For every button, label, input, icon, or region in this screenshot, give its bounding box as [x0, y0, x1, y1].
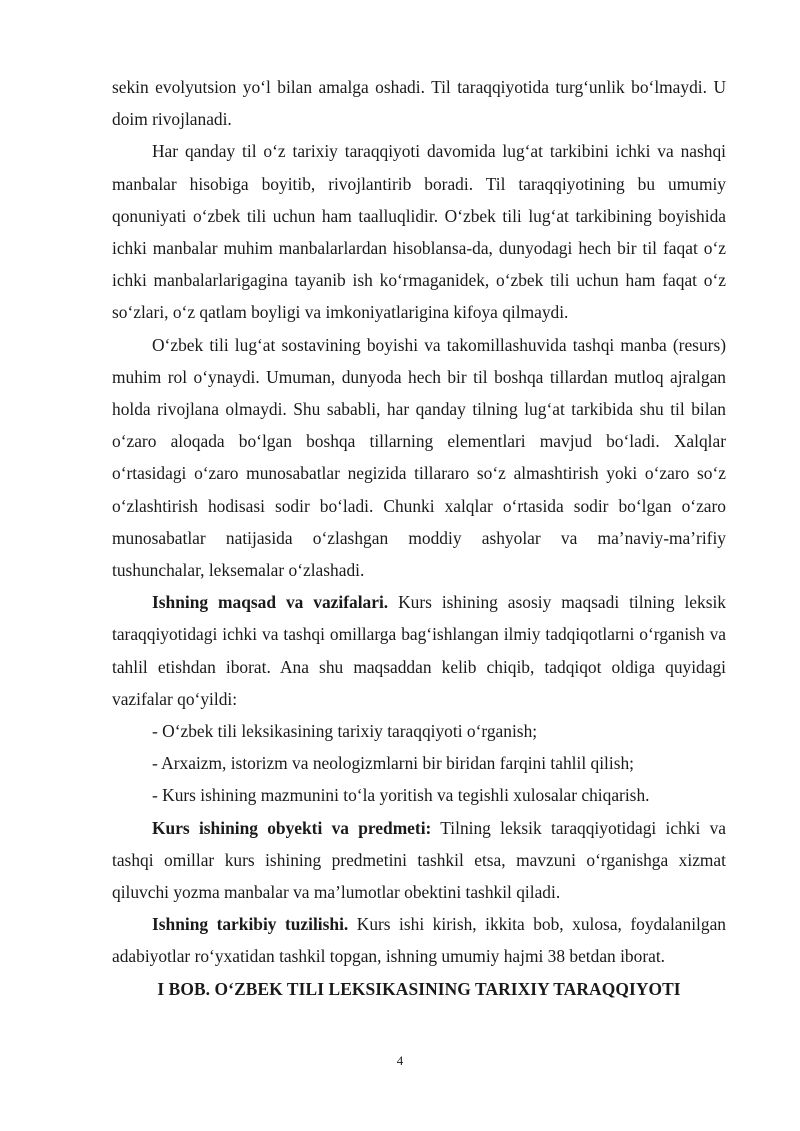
task-item: - Kurs ishining mazmunini to‘la yoritish va tegishli xulosalar chiqarish. [152, 785, 650, 806]
object-text: Tilning leksik taraqqiyotidagi ichki va tashqi omillar kurs ishining predmetini tashkil etsa, mavzuni o‘rganishga xizmat qiluvchi yozma manbalar va ma’lumotlar obektini tashkil qiladi. [112, 817, 726, 903]
page-number: 4 [396, 1053, 404, 1068]
paragraph-lexical-enrichment: Har qanday til o‘z tarixiy taraqqiyoti davomida lug‘at tarkibini ichki va nashqi manbalar hisobiga boyitib, rivojlantirib boradi. Til taraqqiyotining bu umumiy qonuniyati o‘zbek tili uchun ham taalluqlidir. O‘zbek tili lug‘at tarkibining boyishida ichki manbalar muhim manbalarlardan hisoblansa-da, dunyodagi hech bir til faqat o‘z ichki manbalarlarigagina tayanib ish ko‘rmaganidek, o‘zbek tili uchun ham faqat o‘z so‘zlari, o‘z qatlam boyligi va imkoniyatlarigina kifoya qilmaydi. [112, 141, 726, 323]
goals-text: Kurs ishining asosiy maqsadi tilning leksik taraqqiyotidagi ichki va tashqi omillarga bag‘ishlangan ilmiy tadqiqotlarni o‘rganish va tahlil etishdan iborat. Ana shu maqsaddan kelib chiqib, tadqiqot oldiga quyidagi vazifalar qo‘yildi: [112, 592, 726, 709]
paragraph-object [112, 812, 726, 909]
task-item: - O‘zbek tili leksikasining tarixiy taraqqiyoti o‘rganish; [152, 721, 538, 742]
paragraph-external-sources: O‘zbek tili lug‘at sostavining boyishi va takomillashuvida tashqi manba (resurs) muhim rol o‘ynaydi. Umuman, dunyoda hech bir til boshqa tillardan mutloq ajralgan holda rivojlana olmaydi. Shu sababli, har qanday tilning lug‘at tarkibida shu til bilan o‘zaro aloqada bo‘lgan boshqa tillarning elementlari mavjud bo‘ladi. Xalqlar o‘rtasidagi o‘zaro munosabatlar negizida tillararo so‘z almashtirish yoki o‘zaro so‘z o‘zlashtirish hodisasi sodir bo‘ladi. Chunki xalqlar o‘rtasida sodir bo‘lgan o‘zaro munosabatlar natijasida o‘zlashgan moddiy ashyolar va ma’naviy-ma’rifiy tushunchalar, leksemalar o‘zlashadi. [112, 334, 726, 581]
page-content [112, 71, 726, 1005]
structure-heading: Ishning tarkibiy tuzilishi. [152, 914, 349, 935]
goals-heading: Ishning maqsad va vazifalari. [152, 592, 389, 613]
chapter-title: I BOB. O‘ZBEK TILI LEKSIKASINING TARIXIY TARAQQIYOTI [157, 978, 681, 999]
paragraph-goals [112, 586, 726, 715]
object-heading: Kurs ishining obyekti va predmeti: [152, 817, 432, 838]
paragraph-structure [112, 908, 726, 972]
task-item: - Arxaizm, istorizm va neologizmlarni bir biridan farqini tahlil qilish; [152, 753, 634, 774]
paragraph-continuation: sekin evolyutsion yo‘l bilan amalga oshadi. Til taraqqiyotida turg‘unlik bo‘lmaydi. U doim rivojlanadi. [112, 77, 726, 130]
structure-text: Kurs ishi kirish, ikkita bob, xulosa, foydalanilgan adabiyotlar ro‘yxatidan tashkil topgan, ishning umumiy hajmi 38 betdan iborat. [112, 914, 726, 967]
